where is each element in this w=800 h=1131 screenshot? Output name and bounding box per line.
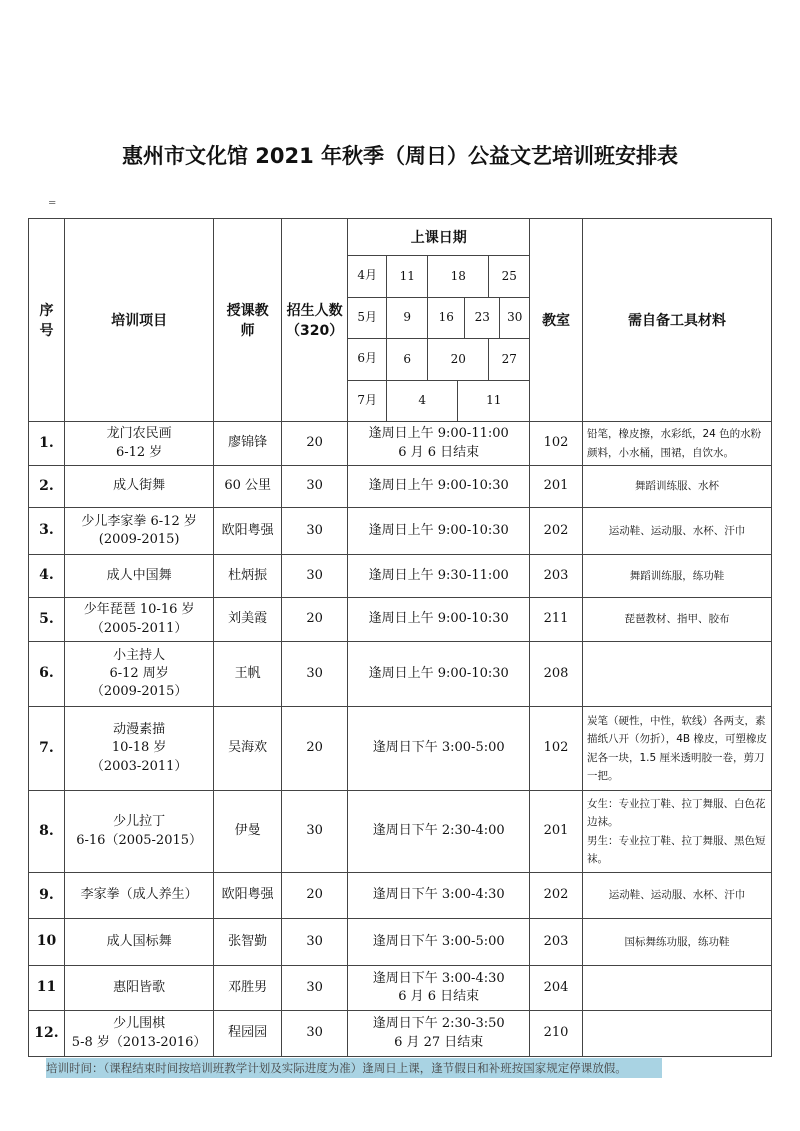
date: 18 (427, 256, 488, 297)
room-number: 201 (530, 466, 583, 508)
project-name: 成人中国舞 (64, 555, 213, 598)
quota: 30 (282, 1011, 348, 1057)
class-time: 逢周日下午 3:00-4:30 6 月 6 日结束 (348, 966, 530, 1011)
table-row (29, 1011, 772, 1057)
quota: 30 (282, 791, 348, 873)
room-number: 201 (530, 791, 583, 873)
class-time: 逢周日上午 9:00-11:00 6 月 6 日结束 (348, 422, 530, 466)
class-time: 逢周日上午 9:00-10:30 (348, 598, 530, 642)
materials: 舞蹈训练服，练功鞋 (582, 555, 771, 598)
date: 6 (386, 339, 427, 380)
quota: 30 (282, 642, 348, 707)
header-dates (348, 219, 530, 422)
project-name: 少儿围棋 5-8 岁（2013-2016） (64, 1011, 213, 1057)
date: 27 (488, 339, 529, 380)
row-number: 1. (29, 422, 65, 466)
date: 20 (427, 339, 488, 380)
project-name: 惠阳皆歌 (64, 966, 213, 1011)
room-number: 204 (530, 966, 583, 1011)
project-name: 少儿拉丁 6-16（2005-2015） (64, 791, 213, 873)
class-time: 逢周日下午 3:00-4:30 (348, 873, 530, 919)
quota: 30 (282, 919, 348, 966)
header-no: 序号 (29, 219, 65, 422)
teacher-name: 吴海欢 (214, 707, 282, 791)
teacher-name: 60 公里 (214, 466, 282, 508)
quota: 30 (282, 555, 348, 598)
page-title: 惠州市文化馆 2021 年秋季（周日）公益文艺培训班安排表 (121, 144, 679, 168)
date-row-april (348, 256, 529, 298)
class-time: 逢周日下午 3:00-5:00 (348, 919, 530, 966)
header-room: 教室 (530, 219, 583, 422)
room-number: 202 (530, 873, 583, 919)
class-time: 逢周日上午 9:30-11:00 (348, 555, 530, 598)
materials (582, 642, 771, 707)
materials: 铅笔，橡皮擦，水彩纸，24 色的水粉颜料，小水桶，围裙，自饮水。 (582, 422, 771, 466)
project-name: 龙门农民画 6-12 岁 (64, 422, 213, 466)
table-row (29, 422, 772, 466)
project-name: 小主持人 6-12 周岁 （2009-2015） (64, 642, 213, 707)
quota: 20 (282, 707, 348, 791)
quota: 20 (282, 873, 348, 919)
room-number: 102 (530, 422, 583, 466)
table-row (29, 466, 772, 508)
room-number: 211 (530, 598, 583, 642)
materials (582, 966, 771, 1011)
date: 30 (499, 298, 529, 339)
row-number: 6. (29, 642, 65, 707)
room-number: 203 (530, 555, 583, 598)
row-number: 9. (29, 873, 65, 919)
teacher-name: 张智勤 (214, 919, 282, 966)
row-number: 10 (29, 919, 65, 966)
room-number: 203 (530, 919, 583, 966)
teacher-name: 廖锦锋 (214, 422, 282, 466)
table-row (29, 508, 772, 555)
project-name: 少儿李家拳 6-12 岁 (2009-2015) (64, 508, 213, 555)
table-row (29, 642, 772, 707)
quota: 20 (282, 422, 348, 466)
date-row-may (348, 298, 529, 340)
project-name: 成人街舞 (64, 466, 213, 508)
materials: 国标舞练功服，练功鞋 (582, 919, 771, 966)
table-row (29, 966, 772, 1011)
materials (582, 1011, 771, 1057)
date-row-june (348, 339, 529, 381)
table-row (29, 919, 772, 966)
table-wrapper (28, 218, 772, 1078)
header-project: 培训项目 (64, 219, 213, 422)
month-label: 6月 (357, 351, 378, 366)
table-row (29, 598, 772, 642)
month-label: 5月 (357, 309, 378, 324)
date: 11 (457, 381, 529, 422)
quota: 20 (282, 598, 348, 642)
teacher-name: 邓胜男 (214, 966, 282, 1011)
row-number: 11 (29, 966, 65, 1011)
dates-title: 上课日期 (348, 219, 529, 256)
quota: 30 (282, 966, 348, 1011)
month-label: 7月 (357, 392, 378, 407)
quota: 30 (282, 466, 348, 508)
class-time: 逢周日上午 9:00-10:30 (348, 642, 530, 707)
row-number: 5. (29, 598, 65, 642)
schedule-table (28, 218, 772, 1057)
room-number: 102 (530, 707, 583, 791)
class-time: 逢周日上午 9:00-10:30 (348, 466, 530, 508)
header-materials: 需自备工具材料 (582, 219, 771, 422)
class-time: 逢周日下午 2:30-4:00 (348, 791, 530, 873)
project-name: 少年琵琶 10-16 岁 （2005-2011） (64, 598, 213, 642)
materials: 运动鞋、运动服、水杯、汗巾 (582, 873, 771, 919)
teacher-name: 伊曼 (214, 791, 282, 873)
teacher-name: 杜炳振 (214, 555, 282, 598)
teacher-name: 王帆 (214, 642, 282, 707)
table-row (29, 791, 772, 873)
teacher-name: 程园园 (214, 1011, 282, 1057)
row-number: 8. (29, 791, 65, 873)
room-number: 202 (530, 508, 583, 555)
quota: 30 (282, 508, 348, 555)
materials: 琵琶教材、指甲、胶布 (582, 598, 771, 642)
materials: 女生：专业拉丁鞋、拉丁舞服、白色花边袜。 男生：专业拉丁鞋、拉丁舞服、黑色短袜。 (582, 791, 771, 873)
materials: 运动鞋、运动服、水杯、汗巾 (582, 508, 771, 555)
row-number: 3. (29, 508, 65, 555)
row-number: 2. (29, 466, 65, 508)
row-number: 4. (29, 555, 65, 598)
table-row (29, 873, 772, 919)
header-teacher: 授课教师 (214, 219, 282, 422)
date: 25 (488, 256, 529, 297)
teacher-name: 欧阳粤强 (214, 508, 282, 555)
class-time: 逢周日下午 2:30-3:50 6 月 27 日结束 (348, 1011, 530, 1057)
date: 16 (427, 298, 464, 339)
mark: = (48, 198, 57, 209)
row-number: 7. (29, 707, 65, 791)
room-number: 210 (530, 1011, 583, 1057)
date: 11 (386, 256, 427, 297)
footnote: 培训时间：（课程结束时间按培训班教学计划及实际进度为准）逢周日上课，逢节假日和补班按国家规定停课放假。 (46, 1058, 662, 1078)
class-time: 逢周日下午 3:00-5:00 (348, 707, 530, 791)
teacher-name: 刘美霞 (214, 598, 282, 642)
table-row (29, 707, 772, 791)
project-name: 动漫素描 10-18 岁 （2003-2011） (64, 707, 213, 791)
row-number: 12. (29, 1011, 65, 1057)
date: 4 (386, 381, 457, 422)
date-row-july (348, 381, 529, 422)
header-quota: 招生人数（320） (282, 219, 348, 422)
materials: 舞蹈训练服、水杯 (582, 466, 771, 508)
date: 9 (386, 298, 427, 339)
project-name: 李家拳（成人养生） (64, 873, 213, 919)
project-name: 成人国标舞 (64, 919, 213, 966)
teacher-name: 欧阳粤强 (214, 873, 282, 919)
materials: 炭笔（硬性，中性，软线）各两支，素描纸八开（勿折），4B 橡皮，可塑橡皮泥各一块，1.5 厘米透明胶一卷，剪刀一把。 (582, 707, 771, 791)
month-label: 4月 (357, 268, 378, 283)
class-time: 逢周日上午 9:00-10:30 (348, 508, 530, 555)
room-number: 208 (530, 642, 583, 707)
date: 23 (464, 298, 499, 339)
table-row (29, 555, 772, 598)
